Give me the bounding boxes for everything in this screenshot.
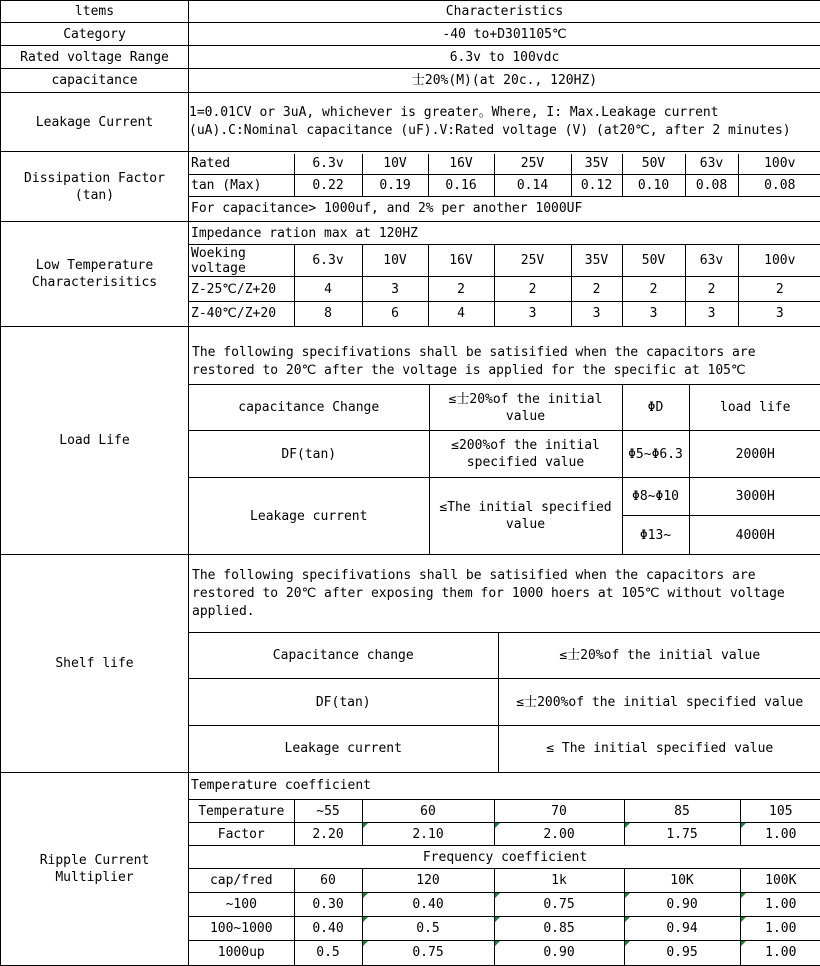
z25-value-cell: 4	[294, 277, 362, 302]
leakage-text: 1=0.01CV or 3uA, whichever is greater。Where, I: Max.Leakage current (uA).C:Nominal capacitance (uF).V:Rated voltage (V) (at20℃, after 2 minutes)	[189, 93, 820, 152]
dissipation-label-line2: (tan)	[1, 187, 188, 204]
rated-voltage-cell: 10V	[362, 154, 428, 175]
dissipation-label-line1: Dissipation Factor	[1, 170, 188, 187]
rated-voltage-label: Rated voltage Range	[1, 46, 189, 69]
phi-d-header: ΦD	[622, 385, 689, 431]
header-items: ltems	[1, 1, 189, 23]
temperature-cell: 70	[494, 800, 624, 823]
z25-value-cell: 2	[622, 277, 685, 302]
tan-value-cell: 0.12	[571, 175, 622, 197]
z25-value-cell: 2	[685, 277, 738, 302]
shelf-life-table	[189, 632, 820, 772]
phi-range-3: Φ13~	[622, 516, 689, 554]
z40-value-cell: 3	[738, 302, 820, 326]
z40-value-cell: 6	[362, 302, 428, 326]
working-voltage-cell: 50V	[622, 245, 685, 277]
freq-value-cell: 0.40	[362, 893, 494, 917]
load-life-layout	[189, 327, 820, 554]
rated-voltage-cell: 100v	[738, 154, 820, 175]
z25-value-cell: 3	[362, 277, 428, 302]
temperature-cell: 85	[624, 800, 740, 823]
dissipation-tan-row	[189, 175, 820, 197]
temperature-cell: 105	[740, 800, 820, 823]
capfreq-label: cap/fred	[189, 869, 294, 893]
dissipation-rated-row	[189, 154, 820, 175]
dissipation-table	[189, 154, 820, 220]
working-voltage-cell: 10V	[362, 245, 428, 277]
factor-label: Factor	[189, 823, 294, 846]
phi-range-2: Φ8~Φ10	[622, 478, 689, 516]
load-life-header: load life	[689, 385, 820, 431]
z40-value-cell: 4	[428, 302, 494, 326]
freq-value-cell: 0.40	[294, 917, 362, 941]
rated-voltage-cell: 50V	[622, 154, 685, 175]
shelf-df-value: ≤士200%of the initial specified value	[498, 679, 820, 726]
low-temp-block	[189, 222, 820, 327]
working-voltage-cell: 6.3v	[294, 245, 362, 277]
dissipation-block	[189, 152, 820, 222]
freq-value-cell: 0.5	[362, 917, 494, 941]
shelf-life-layout	[189, 555, 820, 772]
rated-voltage-cell: 6.3v	[294, 154, 362, 175]
freq-row	[189, 917, 820, 941]
load-life-label: Load Life	[1, 327, 189, 555]
load-life-2: 3000H	[689, 478, 820, 516]
freq-cell: 120	[362, 869, 494, 893]
ripple-label-line2: Multiplier	[1, 869, 188, 886]
tan-value-cell: 0.14	[494, 175, 571, 197]
factor-cell: 2.20	[294, 823, 362, 846]
working-voltage-label: Woeking voltage	[189, 245, 294, 277]
rated-voltage-cell: 16V	[428, 154, 494, 175]
tan-value-cell: 0.22	[294, 175, 362, 197]
freq-cell: 60	[294, 869, 362, 893]
low-temp-voltage-row	[189, 245, 820, 277]
ripple-table	[189, 773, 820, 965]
tan-label: tan (Max)	[189, 175, 294, 197]
shelf-cap-change: Capacitance change	[189, 633, 498, 679]
shelf-df: DF(tan)	[189, 679, 498, 726]
z25-value-cell: 2	[428, 277, 494, 302]
low-temp-table	[189, 223, 820, 326]
freq-cell: 10K	[624, 869, 740, 893]
tan-value-cell: 0.08	[685, 175, 738, 197]
tan-value-cell: 0.16	[428, 175, 494, 197]
working-voltage-cell: 25V	[494, 245, 571, 277]
ripple-block	[189, 772, 820, 965]
z25-value-cell: 2	[571, 277, 622, 302]
z25-label: Z-25℃/Z+20	[189, 277, 294, 302]
rated-voltage-cell: 35V	[571, 154, 622, 175]
tan-value-cell: 0.10	[622, 175, 685, 197]
freq-value-cell: 0.85	[494, 917, 624, 941]
factor-cell: 1.00	[740, 823, 820, 846]
freq-value-cell: 0.30	[294, 893, 362, 917]
freq-value-cell: 0.90	[624, 893, 740, 917]
category-label: Category	[1, 23, 189, 46]
shelf-cap-change-value: ≤士20%of the initial value	[498, 633, 820, 679]
category-value: -40 to+D301105℃	[189, 23, 820, 46]
z25-value-cell: 2	[494, 277, 571, 302]
freq-value-cell: 1.00	[740, 941, 820, 965]
load-life-table	[189, 384, 820, 554]
temperature-cell: 60	[362, 800, 494, 823]
ripple-label	[1, 772, 189, 965]
rated-voltage-cell: 63v	[685, 154, 738, 175]
factor-cell: 2.10	[362, 823, 494, 846]
working-voltage-cell: 16V	[428, 245, 494, 277]
shelf-life-label: Shelf life	[1, 555, 189, 773]
impedance-title: Impedance ration max at 120HZ	[189, 223, 820, 245]
z40-value-cell: 3	[571, 302, 622, 326]
rated-voltage-value: 6.3v to 100vdc	[189, 46, 820, 69]
tan-value-cell: 0.19	[362, 175, 428, 197]
load-leakage: Leakage current	[189, 478, 429, 554]
load-leakage-value: ≤The initial specified value	[429, 478, 622, 554]
freq-value-cell: 0.75	[494, 893, 624, 917]
low-temp-label-line2: Characterisitics	[1, 274, 188, 291]
load-life-text: The following specifivations shall be satisified when the capacitors are restored to 20℃ after the voltage is applied for the specific at 105℃	[189, 327, 820, 384]
shelf-life-text: The following specifivations shall be satisified when the capacitors are restored to 20℃ after exposing them for 1000 hoers at 105℃ without voltage applied.	[189, 555, 820, 632]
freq-row-label: ~100	[189, 893, 294, 917]
low-temp-label	[1, 222, 189, 327]
freq-value-cell: 1.00	[740, 893, 820, 917]
working-voltage-cell: 63v	[685, 245, 738, 277]
freq-value-cell: 1.00	[740, 917, 820, 941]
load-df-value: ≤200%of the initial specified value	[429, 431, 622, 478]
freq-row-label: 100~1000	[189, 917, 294, 941]
z40-label: Z-40℃/Z+20	[189, 302, 294, 326]
freq-value-cell: 0.90	[494, 941, 624, 965]
temp-coeff-title: Temperature coefficient	[189, 773, 820, 800]
freq-value-cell: 0.75	[362, 941, 494, 965]
freq-header-row	[189, 869, 820, 893]
z40-value-cell: 3	[685, 302, 738, 326]
phi-range-1: Φ5~Φ6.3	[622, 431, 689, 478]
temperature-cell: ~55	[294, 800, 362, 823]
load-life-block	[189, 327, 820, 555]
rated-label: Rated	[189, 154, 294, 175]
z40-value-cell: 8	[294, 302, 362, 326]
dissipation-note: For capacitance> 1000uf, and 2% per another 1000UF	[189, 197, 820, 220]
dissipation-label	[1, 152, 189, 222]
freq-cell: 1k	[494, 869, 624, 893]
temperature-row	[189, 800, 820, 823]
freq-value-cell: 0.5	[294, 941, 362, 965]
z25-value-cell: 2	[738, 277, 820, 302]
low-temp-row-40	[189, 302, 820, 326]
factor-cell: 2.00	[494, 823, 624, 846]
temperature-label: Temperature	[189, 800, 294, 823]
header-characteristics: Characteristics	[189, 1, 820, 23]
ripple-label-line1: Ripple Current	[1, 852, 188, 869]
load-life-1: 2000H	[689, 431, 820, 478]
load-df: DF(tan)	[189, 431, 429, 478]
z40-value-cell: 3	[494, 302, 571, 326]
load-cap-change-value: ≤士20%of the initial value	[429, 385, 622, 431]
shelf-leakage: Leakage current	[189, 726, 498, 772]
freq-row	[189, 893, 820, 917]
rated-voltage-cell: 25V	[494, 154, 571, 175]
freq-value-cell: 0.94	[624, 917, 740, 941]
working-voltage-cell: 35V	[571, 245, 622, 277]
shelf-leakage-value: ≤ The initial specified value	[498, 726, 820, 772]
shelf-life-block	[189, 555, 820, 773]
low-temp-row-25	[189, 277, 820, 302]
freq-coeff-title: Frequency coefficient	[189, 846, 820, 869]
load-life-3: 4000H	[689, 516, 820, 554]
low-temp-label-line1: Low Temperature	[1, 257, 188, 274]
freq-row-label: 1000up	[189, 941, 294, 965]
tan-value-cell: 0.08	[738, 175, 820, 197]
freq-value-cell: 0.95	[624, 941, 740, 965]
leakage-label: Leakage Current	[1, 93, 189, 152]
working-voltage-cell: 100v	[738, 245, 820, 277]
factor-row	[189, 823, 820, 846]
factor-cell: 1.75	[624, 823, 740, 846]
z40-value-cell: 3	[622, 302, 685, 326]
capacitance-label: capacitance	[1, 69, 189, 93]
load-cap-change: capacitance Change	[189, 385, 429, 431]
capacitance-value: 士20%(M)(at 20c., 120HZ)	[189, 69, 820, 93]
freq-cell: 100K	[740, 869, 820, 893]
